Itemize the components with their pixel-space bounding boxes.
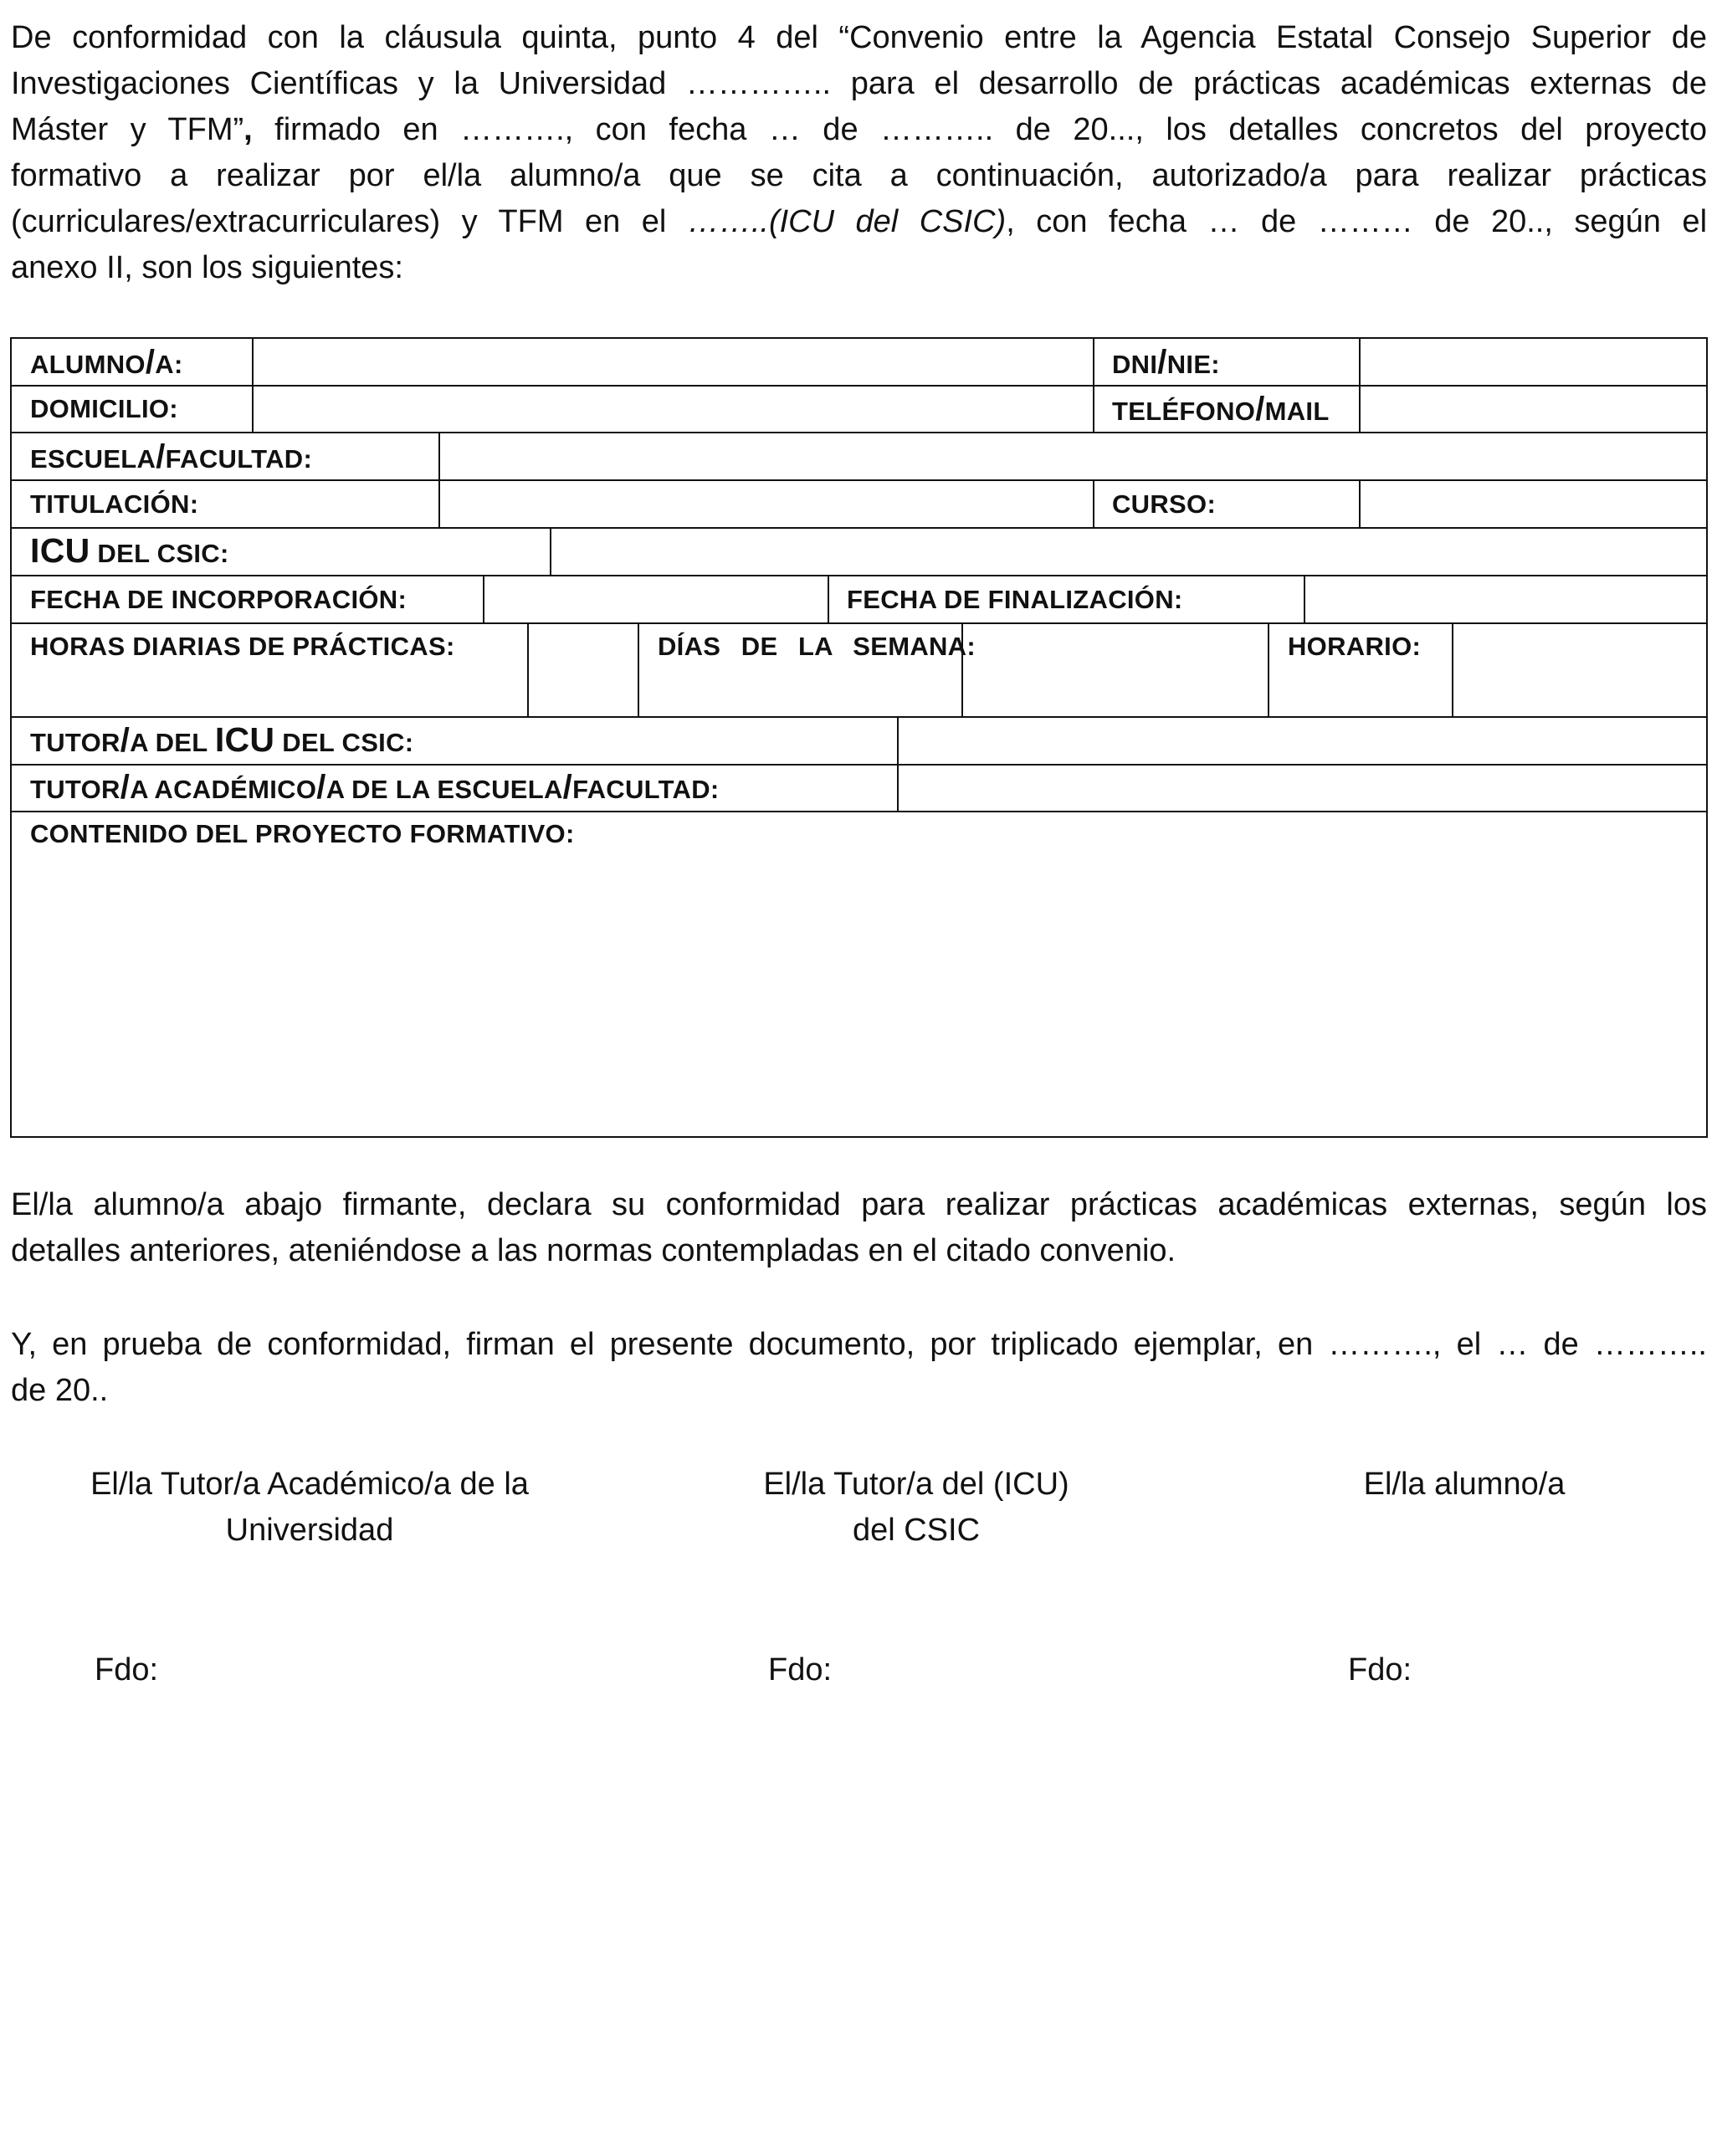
- intro-line-4: formativo a realizar por el/la alumno/a que se cita a continuación, autorizado/a para realizar prácticas: [11, 158, 1707, 193]
- fdo-tutor-academico: Fdo:: [95, 1652, 159, 1687]
- intro-line-6: anexo II, son los siguientes:: [11, 250, 403, 285]
- fecha-finalizacion-label: FECHA DE FINALIZACIÓN:: [847, 585, 1183, 614]
- col-divider: [1359, 339, 1361, 432]
- intro-line-2: Investigaciones Científicas y la Universidad ………….. para el desarrollo de prácticas académicas externas de: [11, 66, 1707, 101]
- col-divider: [483, 575, 484, 622]
- signature-tutor-academico: [59, 1462, 561, 1554]
- tutor-acad-b: A ACADÉMICO: [130, 775, 317, 804]
- col-divider: [1452, 622, 1453, 716]
- slash: /: [156, 438, 166, 475]
- declaration-line-2: detalles anteriores, ateniéndose a las normas contempladas en el citado convenio.: [11, 1233, 1176, 1268]
- slash: /: [120, 722, 131, 759]
- conformity-paragraph: [11, 1322, 1707, 1414]
- tutor-academico-label: [30, 771, 720, 807]
- row-divider: [12, 764, 1706, 766]
- col-divider: [527, 622, 529, 716]
- col-divider: [550, 527, 551, 575]
- col-divider: [252, 339, 254, 432]
- fdo-tutor-icu: Fdo:: [768, 1652, 833, 1687]
- intro-line-5-a: (curriculares/extracurriculares) y TFM en el: [11, 204, 688, 239]
- row-divider: [12, 716, 1706, 718]
- col-divider: [1268, 622, 1269, 716]
- intro-line-5-icu: ……..(ICU del CSIC): [687, 204, 1007, 239]
- escuela-label-a: ESCUELA: [30, 444, 156, 474]
- intro-line-5-c: , con fecha … de ……… de 20.., según el: [1006, 204, 1708, 239]
- dni-label-a: DNI: [1112, 350, 1158, 379]
- intro-line-5: [11, 199, 1707, 245]
- dni-nie-label: [1112, 346, 1220, 382]
- slash: /: [1255, 391, 1265, 428]
- intro-line-3: [11, 107, 1707, 153]
- slash: /: [145, 344, 156, 381]
- conformity-line-1: Y, en prueba de conformidad, firman el presente documento, por triplicado ejemplar, en ………., el … de ………..: [11, 1327, 1707, 1362]
- curso-label: CURSO:: [1112, 489, 1217, 519]
- alumno-label-a: ALUMNO: [30, 350, 146, 379]
- icu-label-a: ICU: [30, 531, 90, 570]
- horario-label: HORARIO:: [1288, 632, 1422, 661]
- domicilio-label: DOMICILIO:: [30, 394, 178, 423]
- slash: /: [562, 769, 573, 806]
- signature-tutor-academico-line-1: El/la Tutor/a Académico/a de la: [90, 1467, 529, 1502]
- signature-tutor-academico-line-2: Universidad: [225, 1513, 394, 1548]
- intro-paragraph: [11, 15, 1707, 291]
- tutor-icu-a: TUTOR: [30, 728, 120, 757]
- escuela-facultad-label: [30, 440, 312, 476]
- signature-alumno-line-1: El/la alumno/a: [1363, 1467, 1566, 1502]
- tutor-acad-d: FACULTAD:: [572, 775, 720, 804]
- practicas-form-table: [10, 337, 1708, 1138]
- contenido-label: CONTENIDO DEL PROYECTO FORMATIVO:: [30, 819, 575, 848]
- slash: /: [120, 769, 131, 806]
- escuela-label-b: FACULTAD:: [165, 444, 313, 474]
- signature-tutor-icu: [707, 1462, 1125, 1554]
- row-divider: [12, 811, 1706, 812]
- telefono-label-a: TELÉFONO: [1112, 397, 1256, 426]
- tutor-icu-b: A DEL: [130, 728, 215, 757]
- col-divider: [1093, 479, 1094, 527]
- row-divider: [12, 432, 1706, 433]
- icu-label-b: DEL CSIC:: [90, 539, 229, 568]
- tutor-acad-c: A DE LA ESCUELA: [325, 775, 563, 804]
- col-divider: [1359, 479, 1361, 527]
- tutor-icu-d: DEL CSIC:: [274, 728, 414, 757]
- intro-line-1: De conformidad con la cláusula quinta, punto 4 del “Convenio entre la Agencia Estatal Consejo Superior de: [11, 20, 1707, 55]
- signature-tutor-icu-line-1: El/la Tutor/a del (ICU): [763, 1467, 1069, 1502]
- slash: /: [316, 769, 326, 806]
- intro-line-3-c: firmado en ………., con fecha … de ……….. de 20..., los detalles concretos del proyecto: [252, 112, 1707, 147]
- col-divider: [1304, 575, 1305, 622]
- tutor-icu-label: [30, 720, 414, 760]
- telefono-mail-label: [1112, 392, 1330, 428]
- intro-line-3-comma: ,: [243, 112, 253, 147]
- titulacion-label: TITULACIÓN:: [30, 489, 199, 519]
- row-divider: [12, 479, 1706, 481]
- dias-semana-label: DÍAS DE LA SEMANA:: [658, 632, 976, 661]
- fdo-alumno: Fdo:: [1348, 1652, 1412, 1687]
- fecha-incorporacion-label: FECHA DE INCORPORACIÓN:: [30, 585, 407, 614]
- intro-line-3-a: Máster y TFM”: [11, 112, 244, 147]
- tutor-icu-c: ICU: [214, 720, 275, 759]
- dni-label-b: NIE:: [1166, 350, 1220, 379]
- col-divider: [1093, 339, 1094, 432]
- col-divider: [438, 432, 440, 527]
- telefono-label-b: MAIL: [1264, 397, 1330, 426]
- alumno-label-b: A:: [155, 350, 183, 379]
- signature-alumno: [1339, 1462, 1590, 1508]
- signature-tutor-icu-line-2: del CSIC: [852, 1513, 981, 1548]
- slash: /: [1157, 344, 1167, 381]
- declaration-paragraph: [11, 1182, 1707, 1274]
- conformity-line-2: de 20..: [11, 1373, 109, 1408]
- row-divider: [12, 575, 1706, 576]
- col-divider: [638, 622, 639, 716]
- row-divider: [12, 385, 1706, 387]
- alumno-label: [30, 346, 183, 382]
- col-divider: [828, 575, 829, 622]
- icu-csic-label: [30, 531, 229, 571]
- horas-diarias-label: HORAS DIARIAS DE PRÁCTICAS:: [30, 632, 455, 661]
- col-divider: [897, 716, 899, 811]
- declaration-line-1: El/la alumno/a abajo firmante, declara su conformidad para realizar prácticas académicas externas, según los: [11, 1187, 1707, 1222]
- row-divider: [12, 527, 1706, 529]
- tutor-acad-a: TUTOR: [30, 775, 120, 804]
